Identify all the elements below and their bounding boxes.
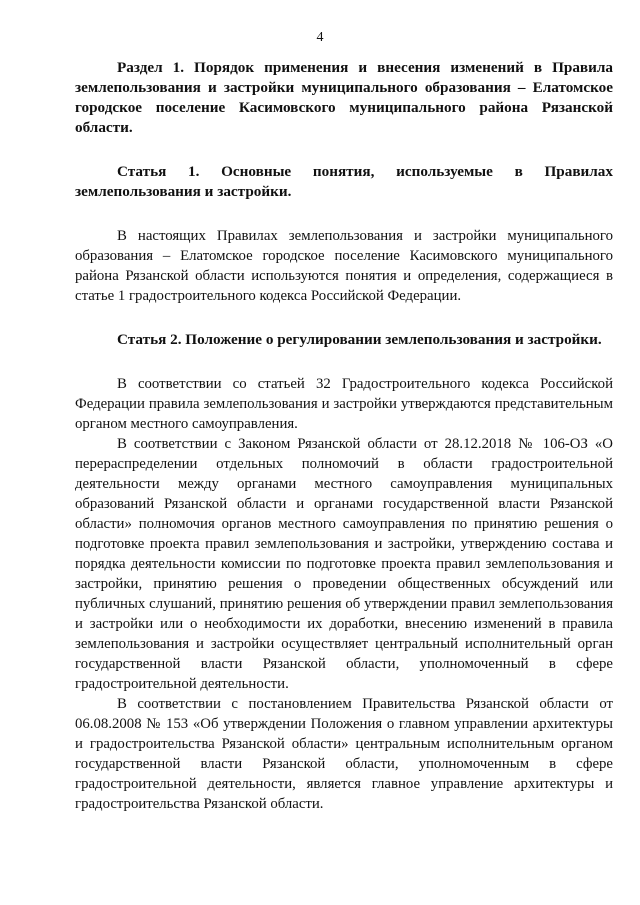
- page-number: 4: [316, 30, 324, 45]
- article-2-heading: Статья 2. Положение о регулировании землепользования и застройки.: [117, 331, 602, 348]
- document-body: [75, 58, 613, 814]
- article-2-paragraph-2: В соответствии с Законом Рязанской области от 28.12.2018 № 106-ОЗ «О перераспределении отдельных полномочий в области градостроительной деятельности между органами местного самоуправления муниципальных образований Рязанской области и органами государственной власти Рязанской области» полномочия органов местного самоуправления по принятию решения о подготовке проекта правил землепользования и застройки, утверждению состава и порядка деятельности комиссии по подготовке проекта правил землепользования и застройки, принятию решения о проведении общественных обсуждений или публичных слушаний, принятию решения об утверждении правил землепользования и застройки или о необходимости их доработки, внесению изменений в правила землепользования и застройки осуществляет центральный исполнительный орган государственной власти Рязанской области, уполномоченный в сфере градостроительной деятельности.: [75, 436, 613, 692]
- section-heading: Раздел 1. Порядок применения и внесения изменений в Правила землепользования и застройки муниципального образования – Елатомское городское поселение Касимовского муниципального района Рязанской области.: [75, 59, 613, 136]
- article-1-paragraph: В настоящих Правилах землепользования и застройки муниципального образования – Елатомское городское поселение Касимовского муниципального района Рязанской области используются понятия и определения, содержащиеся в статье 1 градостроительного кодекса Российской Федерации.: [75, 228, 613, 304]
- article-1-heading: Статья 1. Основные понятия, используемые в Правилах землепользования и застройки.: [75, 163, 613, 200]
- article-2-paragraph-1: В соответствии со статьей 32 Градостроительного кодекса Российской Федерации правила землепользования и застройки утверждаются представительным органом местного самоуправления.: [75, 376, 613, 432]
- article-2-paragraph-3: В соответствии с постановлением Правительства Рязанской области от 06.08.2008 № 153 «Об утверждении Положения о главном управлении архитектуры и градостроительства Рязанской области» центральным исполнительным органом государственной власти Рязанской области, уполномоченным в сфере градостроительной деятельности, является главное управление архитектуры и градостроительства Рязанской области.: [75, 696, 613, 812]
